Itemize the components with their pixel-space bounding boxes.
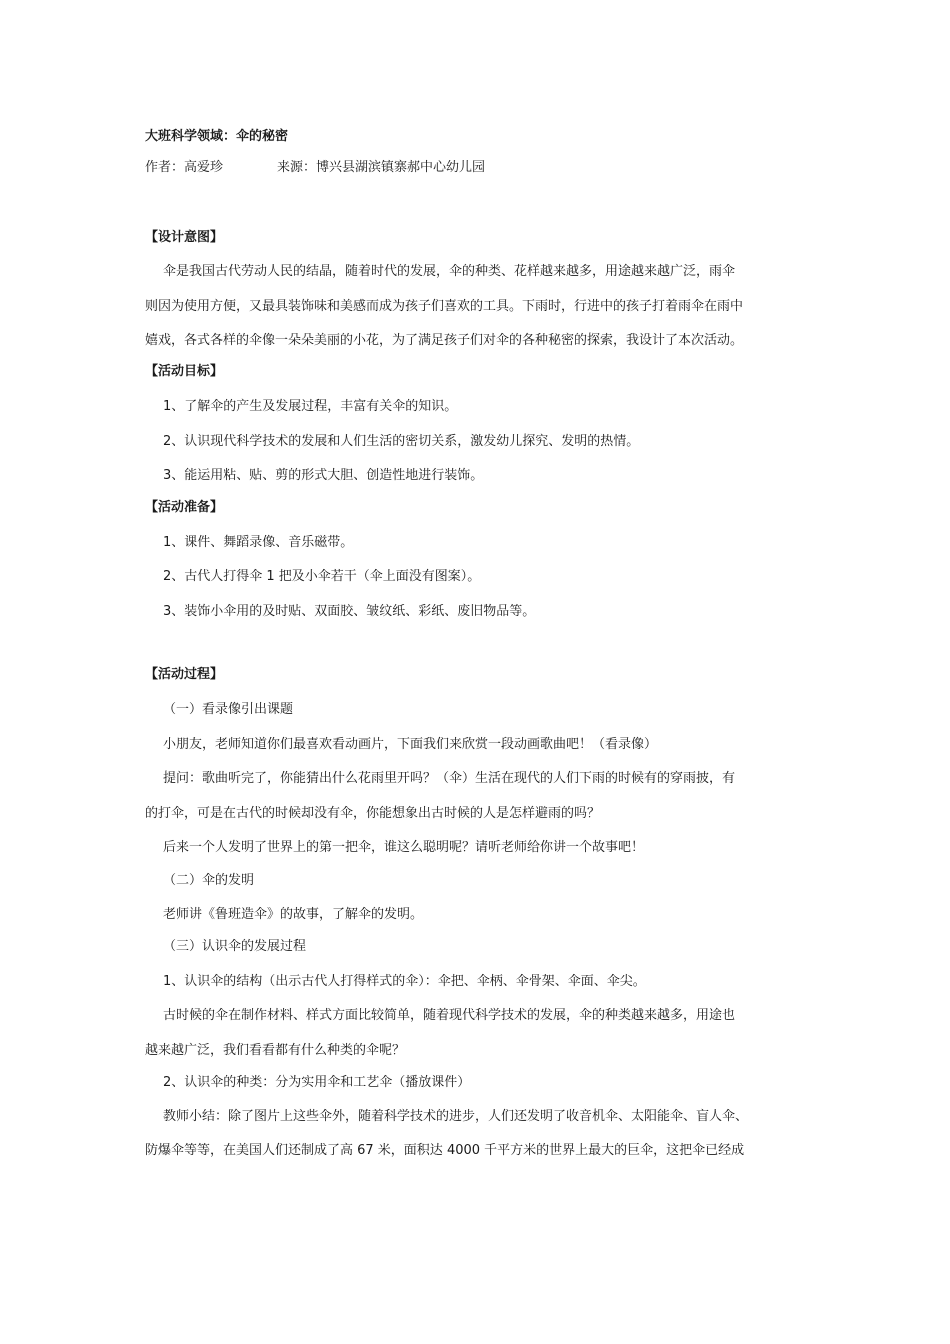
process-paragraph-line: 的打伞，可是在古代的时候却没有伞，你能想象出古时候的人是怎样避雨的吗？ [145,806,601,821]
process-paragraph-line: 1、认识伞的结构（出示古代人打得样式的伞）：伞把、伞柄、伞骨架、伞面、伞尖。 [163,974,646,989]
prep-item: 3、装饰小伞用的及时贴、双面胶、皱纹纸、彩纸、废旧物品等。 [163,604,536,619]
author-line: 作者：高爱珍 [145,160,224,175]
process-paragraph-line: 2、认识伞的种类：分为实用伞和工艺伞（播放课件） [163,1075,471,1090]
design-paragraph-line: 则因为使用方便，又最具装饰味和美感而成为孩子们喜欢的工具。下雨时，行进中的孩子打着雨伞在雨中 [145,299,744,314]
process-paragraph-line: 小朋友，老师知道你们最喜欢看动画片，下面我们来欣赏一段动画歌曲吧！（看录像） [163,737,658,752]
design-paragraph-line: 嬉戏，各式各样的伞像一朵朵美丽的小花，为了满足孩子们对伞的各种秘密的探索，我设计了本次活动。 [145,333,744,348]
process-heading: 【活动过程】 [145,667,224,682]
prep-item: 1、课件、舞蹈录像、音乐磁带。 [163,535,354,550]
process-paragraph-line: 后来一个人发明了世界上的第一把伞，谁这么聪明呢？请听老师给你讲一个故事吧！ [163,840,645,855]
goal-item: 2、认识现代科学技术的发展和人们生活的密切关系，激发幼儿探究、发明的热情。 [163,434,640,449]
design-paragraph-line: 伞是我国古代劳动人民的结晶，随着时代的发展，伞的种类、花样越来越多，用途越来越广泛，雨伞 [163,264,736,279]
design-heading: 【设计意图】 [145,230,224,245]
step-title: （二）伞的发明 [163,873,255,888]
document-title: 大班科学领域：伞的秘密 [145,129,289,144]
step-title: （三）认识伞的发展过程 [163,939,307,954]
prep-heading: 【活动准备】 [145,500,224,515]
process-paragraph-line: 老师讲《鲁班造伞》的故事，了解伞的发明。 [163,907,424,922]
process-paragraph-line: 教师小结：除了图片上这些伞外，随着科学技术的进步，人们还发明了收音机伞、太阳能伞、盲人伞、 [163,1109,749,1124]
step-title: （一）看录像引出课题 [163,702,294,717]
prep-item: 2、古代人打得伞 1 把及小伞若干（伞上面没有图案）。 [163,569,481,584]
process-paragraph-line: 提问：歌曲听完了，你能猜出什么花雨里开吗？（伞）生活在现代的人们下雨的时候有的穿雨披，有 [163,771,736,786]
process-paragraph-line: 古时候的伞在制作材料、样式方面比较简单，随着现代科学技术的发展，伞的种类越来越多，用途也 [163,1008,736,1023]
goal-item: 1、了解伞的产生及发展过程，丰富有关伞的知识。 [163,399,458,414]
goal-item: 3、能运用粘、贴、剪的形式大胆、创造性地进行装饰。 [163,468,484,483]
source-line: 来源：博兴县湖滨镇寨郝中心幼儿园 [277,160,486,175]
process-paragraph-line: 越来越广泛，我们看看都有什么种类的伞呢？ [145,1043,406,1058]
goal-heading: 【活动目标】 [145,364,224,379]
process-paragraph-line: 防爆伞等等，在美国人们还制成了高 67 米，面积达 4000 千平方米的世界上最大的巨伞，这把伞已经成 [145,1143,745,1158]
